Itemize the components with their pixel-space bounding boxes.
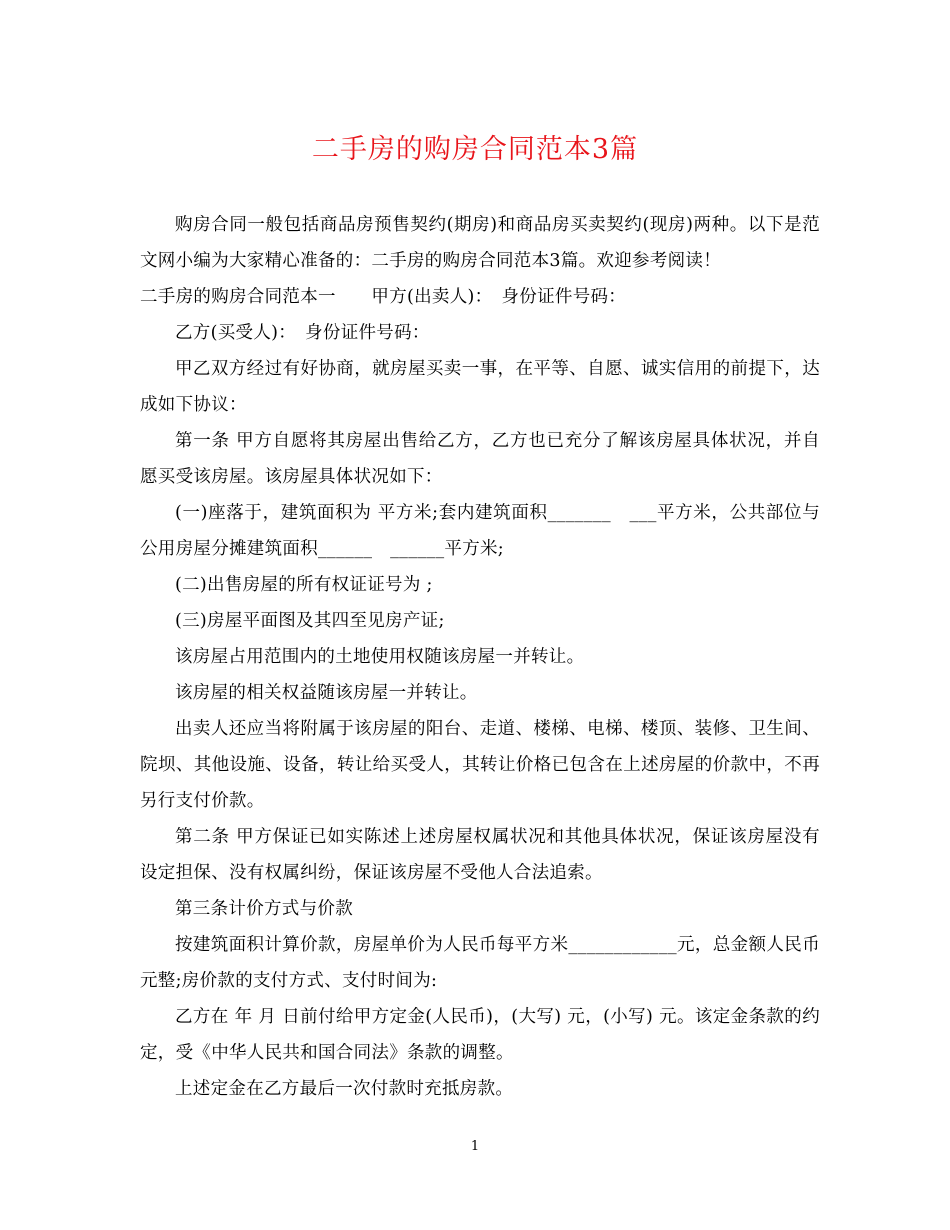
document-body [140, 207, 820, 1107]
paragraph: (三)房屋平面图及其四至见房产证; [175, 611, 445, 631]
paragraph: (一)座落于，建筑面积为 平方米;套内建筑面积_______ ___平方米，公共部位与公用房屋分摊建筑面积______ ______平方米; [140, 503, 820, 559]
paragraph: 第二条 甲方保证已如实陈述上述房屋权属状况和其他具体状况，保证该房屋没有设定担保、没有权属纠纷，保证该房屋不受他人合法追索。 [140, 827, 820, 883]
paragraph: 按建筑面积计算价款，房屋单价为人民币每平方米____________元，总金额人民币元整;房价款的支付方式、支付时间为: [140, 935, 820, 991]
paragraph: 购房合同一般包括商品房预售契约(期房)和商品房买卖契约(现房)两种。以下是范文网小编为大家精心准备的：二手房的购房合同范本3篇。欢迎参考阅读！ [140, 215, 820, 271]
paragraph: 第三条计价方式与价款 [175, 899, 353, 919]
paragraph: 上述定金在乙方最后一次付款时充抵房款。 [175, 1079, 514, 1099]
paragraph: 乙方(买受人)： 身份证件号码： [175, 323, 430, 343]
paragraph: 乙方在 年 月 日前付给甲方定金(人民币)，(大写) 元，(小写) 元。该定金条款的约定，受《中华人民共和国合同法》条款的调整。 [140, 1007, 820, 1063]
paragraph: 该房屋的相关权益随该房屋一并转让。 [175, 683, 478, 703]
page-number: 1 [470, 1139, 480, 1154]
paragraph: 甲乙双方经过有好协商，就房屋买卖一事，在平等、自愿、诚实信用的前提下，达成如下协议： [140, 359, 820, 415]
paragraph: 该房屋占用范围内的土地使用权随该房屋一并转让。 [175, 647, 585, 667]
paragraph: (二)出售房屋的所有权证证号为 ; [175, 575, 433, 595]
paragraph: 第一条 甲方自愿将其房屋出售给乙方，乙方也已充分了解该房屋具体状况，并自愿买受该房屋。该房屋具体状况如下： [140, 431, 820, 487]
document-title: 二手房的购房合同范本3篇 [311, 134, 639, 165]
paragraph: 二手房的购房合同范本一 甲方(出卖人)： 身份证件号码： [140, 287, 627, 307]
paragraph: 出卖人还应当将附属于该房屋的阳台、走道、楼梯、电梯、楼顶、装修、卫生间、院坝、其他设施、设备，转让给买受人，其转让价格已包含在上述房屋的价款中，不再另行支付价款。 [140, 719, 820, 811]
